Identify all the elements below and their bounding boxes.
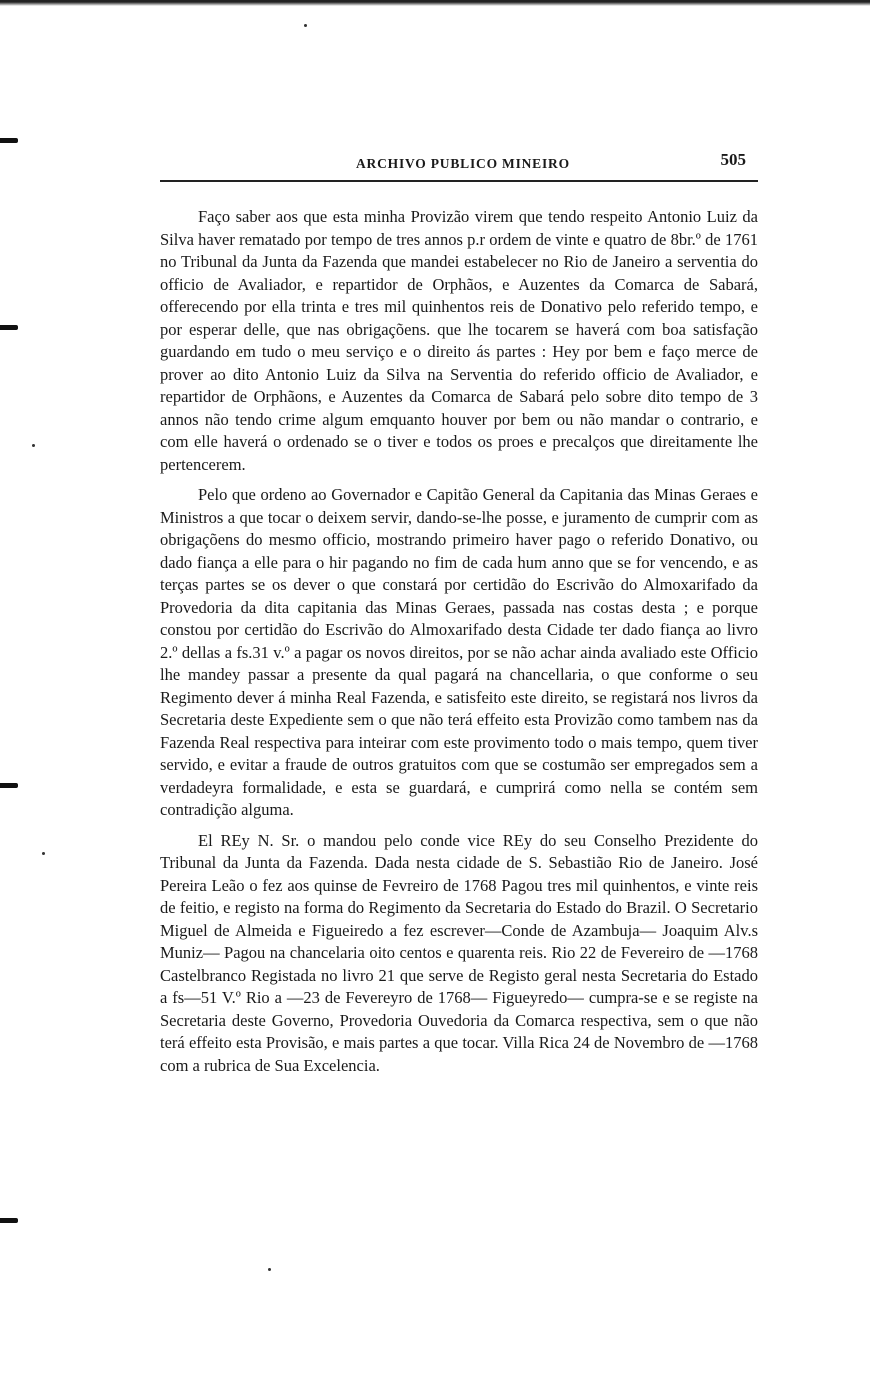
document-page	[160, 140, 758, 1085]
paragraph: El REy N. Sr. o mandou pelo conde vice REy do seu Conselho Prezidente do Tribunal da Junta da Fazenda. Dada nesta cidade de S. Sebastião Rio de Janeiro. José Pereira Leão o fez aos quinse de Fevreiro de 1768 Pagou tres mil quinhentos, e vinte reis de feitio, e registo na forma do Regimento da Secretaria do Estado do Brazil. O Secretario Miguel de Almeida e Figueiredo a fez escrever—Conde de Azambuja— Joaquim Alv.s Muniz— Pagou na chancelaria oito centos e quarenta reis. Rio 22 de Fevereiro de —1768 Castelbranco Registada no livro 21 que serve de Registo geral nesta Secretaria do Estado a fs—51 V.º Rio a —23 de Fevereyro de 1768— Figueyredo— cumpra-se e se registe na Secretaria deste Governo, Provedoria Ouvedoria da Comarca respectiva, sem o que não terá effeito esta Provisão, e mais partes a que tocar. Villa Rica 24 de Novembro de —1768 com a rubrica de Sua Excelencia.	[160, 830, 758, 1075]
running-header	[160, 140, 758, 182]
ink-speck	[42, 852, 45, 855]
binding-mark	[0, 138, 18, 143]
binding-mark	[0, 1218, 18, 1223]
body-text	[160, 206, 758, 1077]
ink-speck	[304, 24, 307, 27]
binding-mark	[0, 783, 18, 788]
page-number: 505	[720, 150, 746, 169]
paragraph: Pelo que ordeno ao Governador e Capitão General da Capitania das Minas Geraes e Ministros a que tocar o deixem servir, dando-se-lhe posse, e juramento de cumprir com as obrigaçõens do mesmo officio, mostrando primeiro haver pago o referido Donativo, ou dado fiança a elle para o hir pagando no fim de cada hum anno que se for vencendo, e as terças partes se os dever o que constará por certidão do Escrivão do Almoxarifado da Provedoria da dita capitania das Minas Geraes, passada nas costas desta ; e porque constou por certidão do Escrivão do Almoxarifado desta Cidade ter dado fiança ao livro 2.º dellas a fs.31 v.º a pagar os novos direitos, por se não achar ainda avaliado este Officio lhe mandey passar a presente da qual pagará na chancellaria, o que conforme o seu Regimento dever á minha Real Fazenda, e satisfeito este direito, se registará nos livros da Secretaria deste Expediente sem o que não terá effeito esta Provizão como tambem nas da Fazenda Real respectiva para inteirar com este provimento todo o mais tempo, quem tiver servido, e evitar a fraude de outros gratuitos com que se costumão ser empregados sem a verdadeyra formalidade, e esta se guardará, e cumprirá como nella se contém sem contradição alguma.	[160, 485, 758, 819]
ink-speck	[32, 444, 35, 447]
ink-speck	[268, 1268, 271, 1271]
paragraph: Faço saber aos que esta minha Provizão virem que tendo respeito Antonio Luiz da Silva haver rematado por tempo de tres annos p.r ordem de vinte e quatro de 8br.º de 1761 no Tribunal da Junta da Fazenda que mandei estabelecer no Rio de Janeiro a serventia do officio de Avaliador, e repartidor de Orphãos, e Auzentes da Comarca de Sabará, offerecendo por ella trinta e tres mil quinhentos reis de Donativo pelo referido tempo, e por esperar delle, que nas obrigaçõens. que lhe tocarem se haverá com boa satisfação guardando em tudo o meu serviço e o direito ás partes : Hey por bem e faço merce de prover ao dito Antonio Luiz da Silva na Serventia do referido officio de Avaliador, e repartidor de Orphãons, e Auzentes da Comarca de Sabará pelo sobre dito tempo de 3 annos não tendo crime algum emquanto houver por bem ou não mandar o contrario, e com elle haverá o ordenado se o tiver e todos os proes e precalços que direitamente lhe pertencerem.	[160, 207, 758, 474]
binding-mark	[0, 325, 18, 330]
page-top-edge	[0, 0, 870, 6]
running-title: ARCHIVO PUBLICO MINEIRO	[356, 156, 570, 171]
